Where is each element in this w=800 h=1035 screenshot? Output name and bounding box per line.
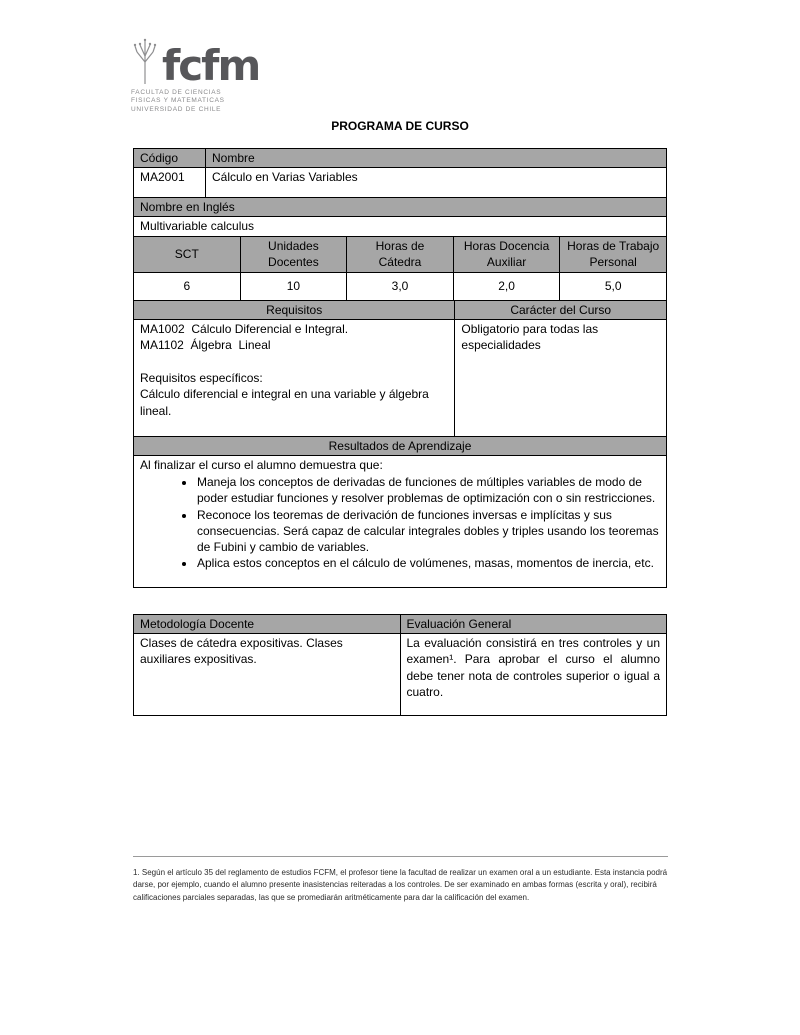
codigo-value-cell: MA2001 bbox=[134, 168, 206, 198]
requisitos-content-cell bbox=[134, 320, 455, 437]
fcfm-logo bbox=[131, 36, 259, 114]
resultados-bullet-3: • Aplica estos conceptos en el cálculo de volúmenes, masas, momentos de inercia, etc. bbox=[196, 555, 660, 571]
requisito-line-3: Requisitos específicos: bbox=[140, 371, 263, 386]
resultados-content-row bbox=[134, 456, 667, 588]
horas-docencia-auxiliar-header-cell: Horas Docencia Auxiliar bbox=[454, 237, 561, 273]
english-name-header-row bbox=[134, 198, 667, 217]
horas-trabajo-personal-header-cell: Horas de Trabajo Personal bbox=[560, 237, 667, 273]
credit-header-row bbox=[134, 237, 667, 273]
methodology-evaluation-table bbox=[133, 614, 667, 716]
metodologia-docente-header-cell: Metodología Docente bbox=[134, 615, 401, 634]
nombre-ingles-header-cell: Nombre en Inglés bbox=[134, 198, 667, 217]
requisito-line-2: MA1102 Álgebra Lineal bbox=[140, 337, 271, 352]
requisitos-caracter-content-row bbox=[134, 320, 667, 437]
horas-trabajo-personal-value-cell: 5,0 bbox=[560, 273, 667, 301]
document-title: PROGRAMA DE CURSO bbox=[331, 119, 469, 133]
evaluacion-general-header-cell: Evaluación General bbox=[401, 615, 668, 634]
footnote bbox=[133, 856, 668, 904]
resultados-bullet-2: • Reconoce los teoremas de derivación de funciones inversas e implícitas y sus consecuencias. Será capaz de calcular integrales dobles y triples usando los teoremas de Fubini y cambio de variables. bbox=[196, 507, 660, 556]
credit-value-row bbox=[134, 273, 667, 301]
english-name-value-row bbox=[134, 217, 667, 236]
logo-caption-line-2: FISICAS Y MATEMATICAS bbox=[131, 97, 225, 105]
requisitos-caracter-header-row bbox=[134, 301, 667, 320]
horas-docencia-auxiliar-value-cell: 2,0 bbox=[454, 273, 561, 301]
footnote-text: 1. Según el artículo 35 del reglamento de estudios FCFM, el profesor tiene la facultad de realizar un examen oral a un estudiante. Esta instancia podrá darse, por ejemplo, cuando el alumno presente inasistencias reiteradas a los controles. De ser examinado en ambas formas (escrita y oral), recibirá calificaciones parciales separadas, las que se promediarán aritméticamente para dar la calificación del examen. bbox=[133, 868, 668, 902]
requisito-line-1: MA1002 Cálculo Diferencial e Integral. bbox=[140, 321, 349, 336]
nombre-value-cell: Cálculo en Varias Variables bbox=[206, 168, 667, 198]
fcfm-logo-row bbox=[131, 36, 260, 91]
horas-catedra-value-cell: 3,0 bbox=[347, 273, 454, 301]
caracter-curso-content-cell: Obligatorio para todas las especialidades bbox=[455, 320, 667, 437]
resultados-intro-text: Al finalizar el curso el alumno demuestra que: bbox=[140, 457, 383, 472]
fcfm-logo-text: fcfm bbox=[162, 41, 260, 91]
metodologia-docente-content-cell: Clases de cátedra expositivas. Clases auxiliares expositivas. bbox=[134, 634, 401, 716]
horas-catedra-header-cell: Horas de Cátedra bbox=[347, 237, 454, 273]
resultados-header-row bbox=[134, 437, 667, 456]
course-info-table bbox=[133, 148, 667, 588]
unidades-docentes-header-cell: Unidades Docentes bbox=[241, 237, 348, 273]
resultados-bullet-1: • Maneja los conceptos de derivadas de funciones de múltiples variables de modo de poder estudiar funciones y resolver problemas de optimización con o sin restricciones. bbox=[196, 474, 660, 506]
logo-caption bbox=[131, 89, 259, 114]
methodology-evaluation-header-row bbox=[134, 615, 667, 634]
resultados-bullet-list bbox=[140, 474, 660, 571]
sct-value-cell: 6 bbox=[134, 273, 241, 301]
requisito-line-4: Cálculo diferencial e integral en una variable y álgebra lineal. bbox=[140, 387, 433, 418]
nombre-ingles-value-cell: Multivariable calculus bbox=[134, 217, 667, 236]
logo-caption-line-3: UNIVERSIDAD DE CHILE bbox=[131, 105, 222, 113]
logo-caption-line-1: FACULTAD DE CIENCIAS bbox=[131, 89, 222, 96]
code-name-value-row bbox=[134, 168, 667, 198]
caracter-curso-header-cell: Carácter del Curso bbox=[455, 301, 667, 320]
sct-header-cell: SCT bbox=[134, 237, 241, 273]
resultados-aprendizaje-header-cell: Resultados de Aprendizaje bbox=[134, 437, 667, 456]
methodology-evaluation-content-row bbox=[134, 634, 667, 716]
resultados-aprendizaje-content-cell bbox=[134, 456, 667, 588]
evaluacion-general-content-cell: La evaluación consistirá en tres controles y un examen¹. Para aprobar el curso el alumno debe tener nota de controles superior o igual a cuatro. bbox=[401, 634, 668, 716]
tree-icon bbox=[131, 36, 159, 84]
requisitos-header-cell: Requisitos bbox=[134, 301, 455, 320]
nombre-header-cell: Nombre bbox=[206, 149, 667, 168]
code-name-header-row bbox=[134, 149, 667, 168]
unidades-docentes-value-cell: 10 bbox=[241, 273, 348, 301]
codigo-header-cell: Código bbox=[134, 149, 206, 168]
